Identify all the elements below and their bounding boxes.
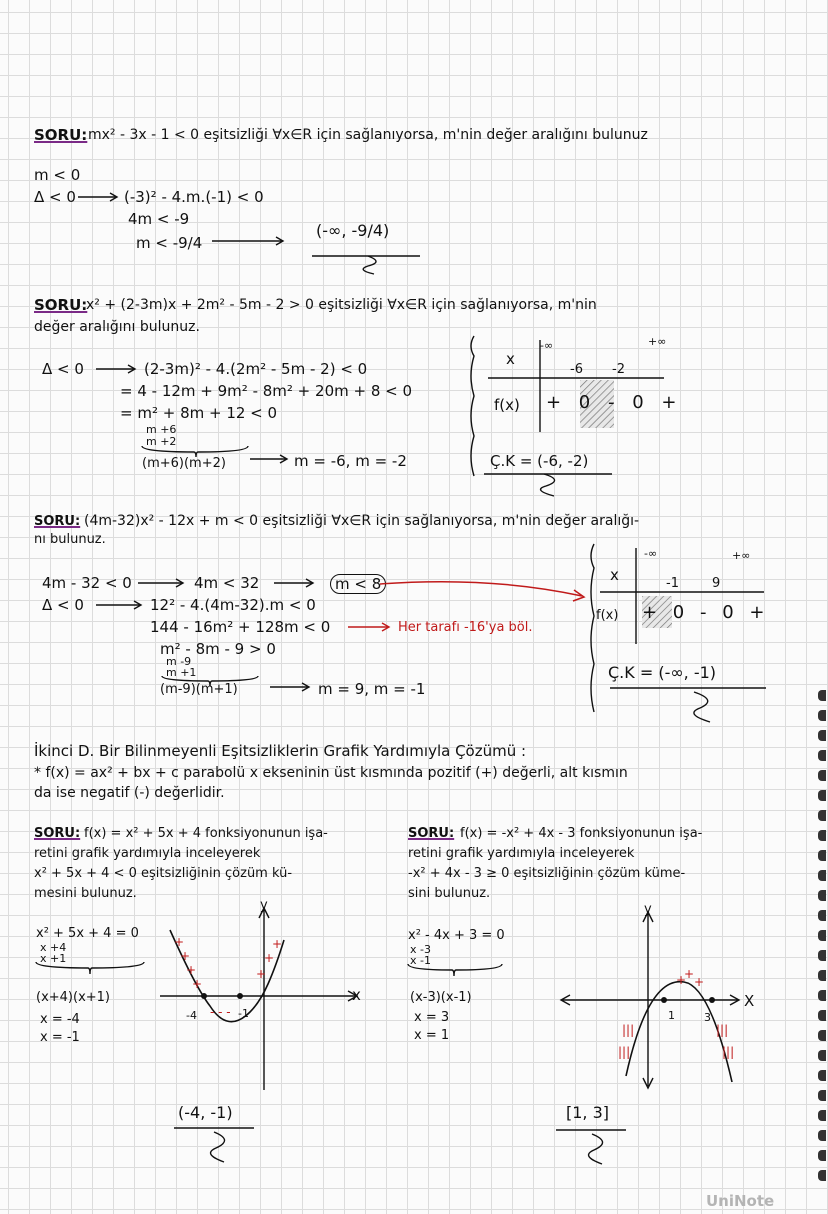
q2-line-2: (2-3m)² - 4.(2m² - 5m - 2) < 0 <box>144 360 368 378</box>
svg-text:+: + <box>684 967 695 981</box>
q5-line-1: x² - 4x + 3 = 0 <box>408 928 505 943</box>
q3-line-8: m -9 <box>166 655 192 668</box>
svg-text:|||: ||| <box>722 1045 735 1059</box>
svg-text:|||: ||| <box>618 1045 631 1059</box>
svg-text:+: + <box>180 949 191 963</box>
section-rule-1: * f(x) = ax² + bx + c parabolü x ekseninin üst kısmında pozitif (+) değerli, alt kısmın <box>34 765 628 781</box>
q3-arrow-3 <box>96 598 146 612</box>
q4-answer-underline <box>174 1124 260 1164</box>
q5-line-2: x -3 <box>410 943 431 956</box>
svg-text:+: + <box>272 937 283 951</box>
svg-text:+: + <box>192 977 203 991</box>
q3-line-7: m² - 8m - 9 > 0 <box>160 640 276 658</box>
q5-graph-x-label: X <box>744 992 755 1010</box>
q3-table-x: x <box>610 566 619 584</box>
q3-arrow-2 <box>274 576 318 590</box>
q4-brace <box>34 962 148 976</box>
q2-line-3: = 4 - 12m + 9m² - 8m² + 20m + 8 < 0 <box>120 382 413 400</box>
q2-statement-2: değer aralığını bulunuz. <box>34 319 200 335</box>
q4-graph-root-a: -4 <box>186 1009 197 1022</box>
svg-text:|||: ||| <box>622 1023 635 1037</box>
q2-line-6: m +2 <box>146 435 177 448</box>
q3-arrow-4 <box>270 680 314 694</box>
svg-text:|||: ||| <box>716 1023 729 1037</box>
q1-line-2: Δ < 0 <box>34 188 76 206</box>
q3-note-arrow <box>348 620 394 634</box>
watermark-logo: UniNote <box>706 1192 775 1210</box>
section-rule-2: da ise negatif (-) değerlidir. <box>34 785 225 801</box>
q2-table-signs: + 0 - 0 + <box>546 392 683 413</box>
q3-table-ninf: -∞ <box>644 547 658 560</box>
q3-arrow <box>138 576 188 590</box>
q3-statement-2: nı bulunuz. <box>34 532 106 547</box>
section-title: İkinci D. Bir Bilinmeyenli Eşitsizliklerin Grafik Yardımıyla Çözümü : <box>34 742 527 760</box>
q2-answer-underline <box>484 470 616 496</box>
q3-line-3: m < 8 <box>330 574 386 594</box>
q2-line-1: Δ < 0 <box>42 360 84 378</box>
svg-text:+: + <box>676 973 687 987</box>
q2-table-r2: -2 <box>612 362 625 377</box>
q5-graph <box>556 906 756 1100</box>
q2-line-7: (m+6)(m+2) <box>142 456 226 471</box>
q4-statement-4: mesini bulunuz. <box>34 886 137 901</box>
q1-line-5: m < -9/4 <box>136 234 203 252</box>
q5-answer-underline <box>556 1126 632 1166</box>
q3-table-r1: -1 <box>666 576 679 591</box>
q4-statement-1: f(x) = x² + 5x + 4 fonksiyonunun işa- <box>84 826 328 841</box>
q4-graph-x-label: x <box>352 986 361 1004</box>
q5-graph-root-a: 1 <box>668 1009 675 1022</box>
q5-line-4: (x-3)(x-1) <box>410 990 472 1005</box>
q3-answer-underline <box>610 684 770 724</box>
q5-brace <box>406 964 506 978</box>
q3-line-11: m = 9, m = -1 <box>318 680 426 698</box>
q3-table-r2: 9 <box>712 576 721 591</box>
q5-statement-4: sini bulunuz. <box>408 886 491 901</box>
q3-line-10: (m-9)(m+1) <box>160 682 238 697</box>
q5-statement-2: retini grafik yardımıyla inceleyerek <box>408 846 635 861</box>
q3-line-9: m +1 <box>166 666 197 679</box>
q1-answer-underline <box>312 252 424 274</box>
q3-answer: Ç.K = (-∞, -1) <box>608 663 717 682</box>
svg-text:+: + <box>186 963 197 977</box>
q4-header: SORU: <box>34 826 81 841</box>
q2-line-5: m +6 <box>146 423 177 436</box>
q1-line-1: m < 0 <box>34 166 81 184</box>
q5-graph-y-label: y <box>644 902 652 917</box>
q4-line-4: (x+4)(x+1) <box>36 990 111 1005</box>
svg-text:+: + <box>694 975 705 989</box>
q3-table-signs: + 0 - 0 + <box>642 602 770 623</box>
q1-answer: (-∞, -9/4) <box>316 221 390 240</box>
q4-statement-3: x² + 5x + 4 < 0 eşitsizliğinin çözüm kü- <box>34 866 293 881</box>
q2-line-8: m = -6, m = -2 <box>294 452 407 470</box>
q2-table-pinf: +∞ <box>648 335 667 348</box>
q4-line-1: x² + 5x + 4 = 0 <box>36 926 139 941</box>
q5-header: SORU: <box>408 826 455 841</box>
q3-line-6: 144 - 16m² + 128m < 0 <box>150 618 331 636</box>
q2-arrow-2 <box>250 452 292 466</box>
q1-arrow <box>78 190 120 204</box>
q5-statement-1: f(x) = -x² + 4x - 3 fonksiyonunun işa- <box>460 826 703 841</box>
q3-statement-1: (4m-32)x² - 12x + m < 0 eşitsizliği ∀x∈R için sağlanıyorsa, m'nin değer aralığı- <box>84 513 640 529</box>
q2-line-4: = m² + 8m + 12 < 0 <box>120 404 278 422</box>
q2-table-ninf: -∞ <box>540 339 554 352</box>
q4-graph <box>160 900 370 1100</box>
q4-line-5: x = -4 <box>40 1012 80 1027</box>
q1-line-3: (-3)² - 4.m.(-1) < 0 <box>124 188 264 206</box>
q3-red-arrow <box>380 580 592 606</box>
q5-line-3: x -1 <box>410 954 431 967</box>
q3-header: SORU: <box>34 514 81 529</box>
q3-table-pinf: +∞ <box>732 549 751 562</box>
svg-text:+: + <box>174 935 185 949</box>
q4-statement-2: retini grafik yardımıyla inceleyerek <box>34 846 261 861</box>
q4-line-2: x +4 <box>40 941 67 954</box>
q5-answer: [1, 3] <box>566 1103 610 1122</box>
svg-text:+: + <box>256 967 267 981</box>
q2-arrow <box>96 362 140 376</box>
q4-graph-y-label: y <box>260 898 268 913</box>
q1-arrow-2 <box>212 234 288 248</box>
q1-header: SORU: <box>34 126 88 144</box>
q3-line-1: 4m - 32 < 0 <box>42 574 132 592</box>
q3-table-fx: f(x) <box>596 608 619 623</box>
q4-answer: (-4, -1) <box>178 1103 233 1122</box>
svg-text:- - -: - - - <box>210 1005 231 1019</box>
q5-line-5: x = 3 <box>414 1010 450 1025</box>
q3-line-4: Δ < 0 <box>42 596 84 614</box>
q3-line-2: 4m < 32 <box>194 574 260 592</box>
q5-statement-3: -x² + 4x - 3 ≥ 0 eşitsizliğinin çözüm küme- <box>408 866 686 881</box>
q3-note: Her tarafı -16'ya böl. <box>398 620 533 635</box>
q2-table-fx: f(x) <box>494 396 520 414</box>
q4-line-6: x = -1 <box>40 1030 80 1045</box>
q2-statement-1: x² + (2-3m)x + 2m² - 5m - 2 > 0 eşitsizliği ∀x∈R için sağlanıyorsa, m'nin <box>86 297 597 313</box>
q4-line-3: x +1 <box>40 952 67 965</box>
q2-answer: Ç.K = (-6, -2) <box>490 452 589 470</box>
q1-statement: mx² - 3x - 1 < 0 eşitsizliği ∀x∈R için sağlanıyorsa, m'nin değer aralığını bulunuz <box>88 127 648 143</box>
q2-header: SORU: <box>34 296 88 314</box>
q5-line-6: x = 1 <box>414 1028 450 1043</box>
q3-line-5: 12² - 4.(4m-32).m < 0 <box>150 596 316 614</box>
q1-line-4: 4m < -9 <box>128 210 190 228</box>
q2-table-r1: -6 <box>570 362 583 377</box>
spiral-binding <box>818 690 828 1190</box>
svg-text:+: + <box>264 951 275 965</box>
q4-graph-root-b: -1 <box>238 1007 249 1020</box>
q2-table-x: x <box>506 350 515 368</box>
q5-graph-root-b: 3 <box>704 1011 711 1024</box>
